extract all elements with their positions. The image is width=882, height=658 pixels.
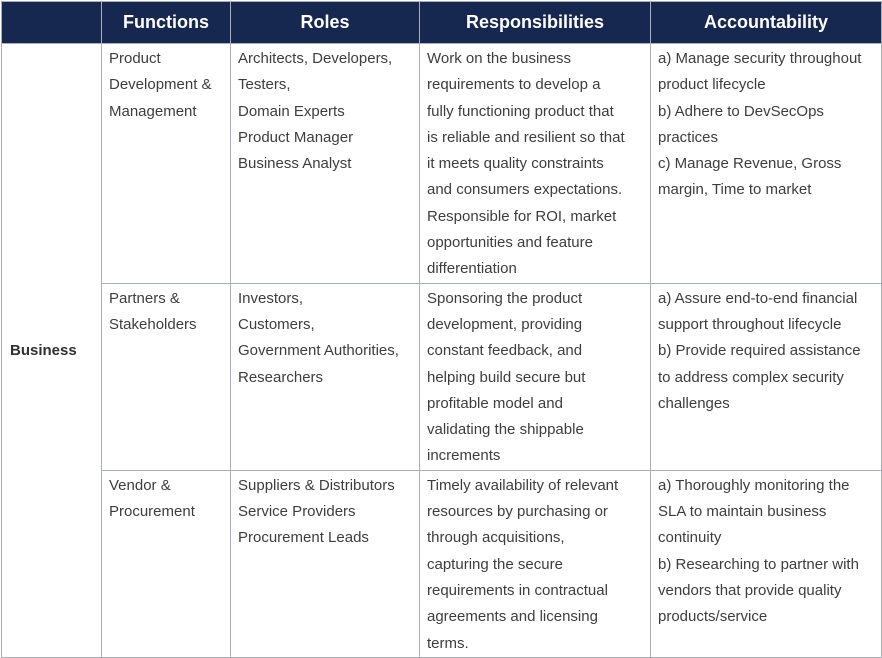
cell-line: Suppliers & Distributors: [238, 476, 395, 494]
cell-line: Procurement: [109, 503, 195, 521]
cell-line: product lifecycle: [658, 76, 766, 94]
cell-line: c) Manage Revenue, Gross: [658, 155, 842, 173]
cell-line: Timely availability of relevant: [427, 476, 619, 494]
cell-line: is reliable and resilient so that: [427, 128, 625, 146]
cell-line: to address complex security: [658, 368, 844, 386]
cell-line: profitable model and: [427, 394, 563, 412]
accountability-cell: [651, 44, 882, 284]
cell-line: terms.: [427, 634, 469, 652]
responsibilities-cell: [420, 44, 651, 284]
cell-line: practices: [658, 128, 719, 146]
cell-line: differentiation: [427, 260, 517, 278]
cell-line: requirements in contractual: [427, 581, 608, 599]
cell-line: b) Adhere to DevSecOps: [658, 102, 824, 120]
cell-line: vendors that provide quality: [658, 581, 842, 599]
header-accountability: Accountability: [651, 2, 882, 44]
cell-line: increments: [427, 447, 501, 465]
cell-line: opportunities and feature: [427, 234, 593, 252]
cell-line: it meets quality constraints: [427, 155, 604, 173]
cell-line: Investors,: [238, 289, 304, 307]
header-functions: Functions: [102, 2, 231, 44]
cell-line: support throughout lifecycle: [658, 315, 842, 333]
cell-line: a) Assure end-to-end financial: [658, 289, 858, 307]
cell-line: Architects, Developers,: [238, 50, 393, 67]
cell-line: Procurement Leads: [238, 529, 369, 547]
function-cell: [102, 44, 231, 284]
accountability-cell: [651, 283, 882, 470]
cell-line: and consumers expectations.: [427, 181, 623, 199]
cell-line: Customers,: [238, 315, 315, 333]
cell-line: constant feedback, and: [427, 342, 583, 360]
cell-line: Vendor &: [109, 476, 171, 494]
cell-line: Domain Experts: [238, 102, 345, 120]
cell-line: resources by purchasing or: [427, 503, 608, 521]
cell-line: Sponsoring the product: [427, 289, 583, 307]
cell-line: Management: [109, 102, 197, 120]
cell-line: development, providing: [427, 315, 583, 333]
cell-line: through acquisitions,: [427, 529, 565, 547]
cell-line: Work on the business: [427, 50, 571, 67]
header-row: [2, 2, 882, 44]
cell-line: Product Manager: [238, 128, 354, 146]
cell-line: Service Providers: [238, 503, 356, 521]
cell-line: agreements and licensing: [427, 608, 598, 626]
cell-line: Researchers: [238, 368, 324, 386]
cell-line: fully functioning product that: [427, 102, 614, 120]
header-blank: [2, 2, 102, 44]
cell-line: capturing the secure: [427, 555, 563, 573]
cell-line: Responsible for ROI, market: [427, 207, 617, 225]
table-row: [2, 283, 882, 470]
table-row: [2, 470, 882, 657]
accountability-cell: [651, 470, 882, 657]
roles-cell: [231, 44, 420, 284]
header-roles: Roles: [231, 2, 420, 44]
header-responsibilities: Responsibilities: [420, 2, 651, 44]
responsibilities-cell: [420, 470, 651, 657]
cell-line: Development &: [109, 76, 212, 94]
cell-line: continuity: [658, 529, 722, 547]
function-cell: [102, 283, 231, 470]
cell-line: a) Manage security throughout: [658, 50, 862, 67]
cell-line: Testers,: [238, 76, 291, 94]
cell-line: a) Thoroughly monitoring the: [658, 476, 850, 494]
roles-cell: [231, 470, 420, 657]
responsibilities-cell: [420, 283, 651, 470]
group-label-cell: [2, 44, 102, 658]
function-cell: [102, 470, 231, 657]
cell-line: SLA to maintain business: [658, 503, 827, 521]
cell-line: Business Analyst: [238, 155, 352, 173]
table-row: [2, 44, 882, 284]
cell-line: products/service: [658, 608, 768, 626]
roles-responsibilities-table: [1, 1, 882, 658]
cell-line: margin, Time to market: [658, 181, 812, 199]
cell-line: challenges: [658, 394, 730, 412]
roles-cell: [231, 283, 420, 470]
cell-line: requirements to develop a: [427, 76, 601, 94]
cell-line: validating the shippable: [427, 421, 584, 439]
cell-line: helping build secure but: [427, 368, 586, 386]
cell-line: Government Authorities,: [238, 342, 399, 360]
cell-line: b) Researching to partner with: [658, 555, 859, 573]
group-label: Business: [10, 342, 77, 360]
cell-line: Product: [109, 50, 161, 67]
cell-line: b) Provide required assistance: [658, 342, 861, 360]
cell-line: Stakeholders: [109, 315, 197, 333]
cell-line: Partners &: [109, 289, 180, 307]
